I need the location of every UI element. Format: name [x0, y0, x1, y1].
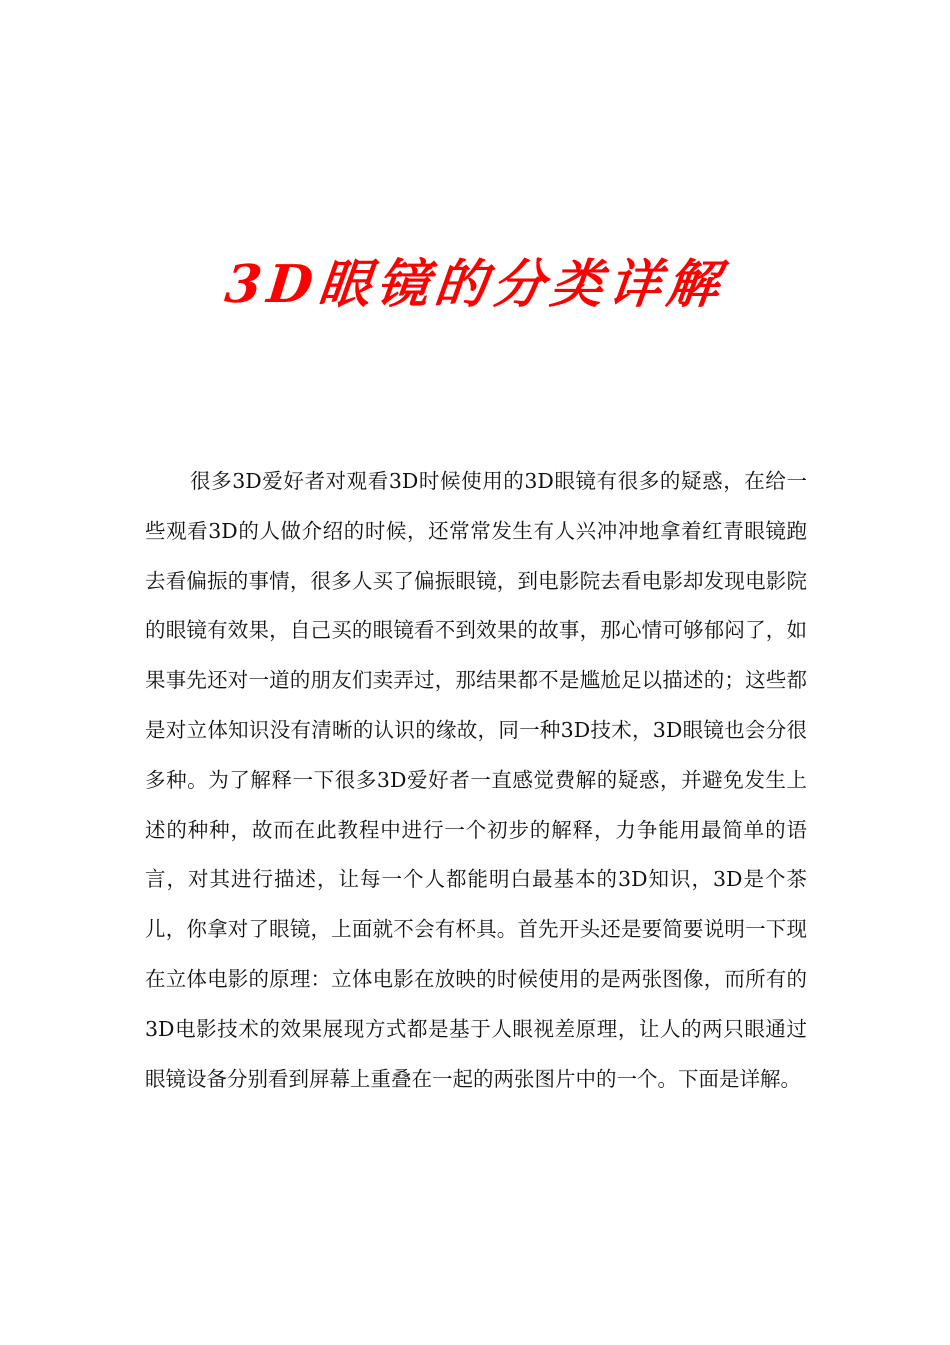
body-paragraph: 很多3D爱好者对观看3D时候使用的3D眼镜有很多的疑惑，在给一些观看3D的人做介绍的时候，还常常发生有人兴冲冲地拿着红青眼镜跑去看偏振的事情，很多人买了偏振眼镜，到电影院去看电影却发现电影院的眼镜有效果，自己买的眼镜看不到效果的故事，那心情可够郁闷了，如果事先还对一道的朋友们卖弄过，那结果都不是尴尬足以描述的；这些都是对立体知识没有清晰的认识的缘故，同一种3D技术，3D眼镜也会分很多种。为了解释一下很多3D爱好者一直感觉费解的疑惑，并避免发生上述的种种，故而在此教程中进行一个初步的解释，力争能用最简单的语言，对其进行描述，让每一个人都能明白最基本的3D知识，3D是个茶儿，你拿对了眼镜，上面就不会有杯具。首先开头还是要简要说明一下现在立体电影的原理：立体电影在放映的时候使用的是两张图像，而所有的3D电影技术的效果展现方式都是基于人眼视差原理，让人的两只眼通过眼镜设备分别看到屏幕上重叠在一起的两张图片中的一个。下面是详解。	[145, 469, 807, 1091]
document-title: 3D眼镜的分类详解	[222, 254, 728, 315]
